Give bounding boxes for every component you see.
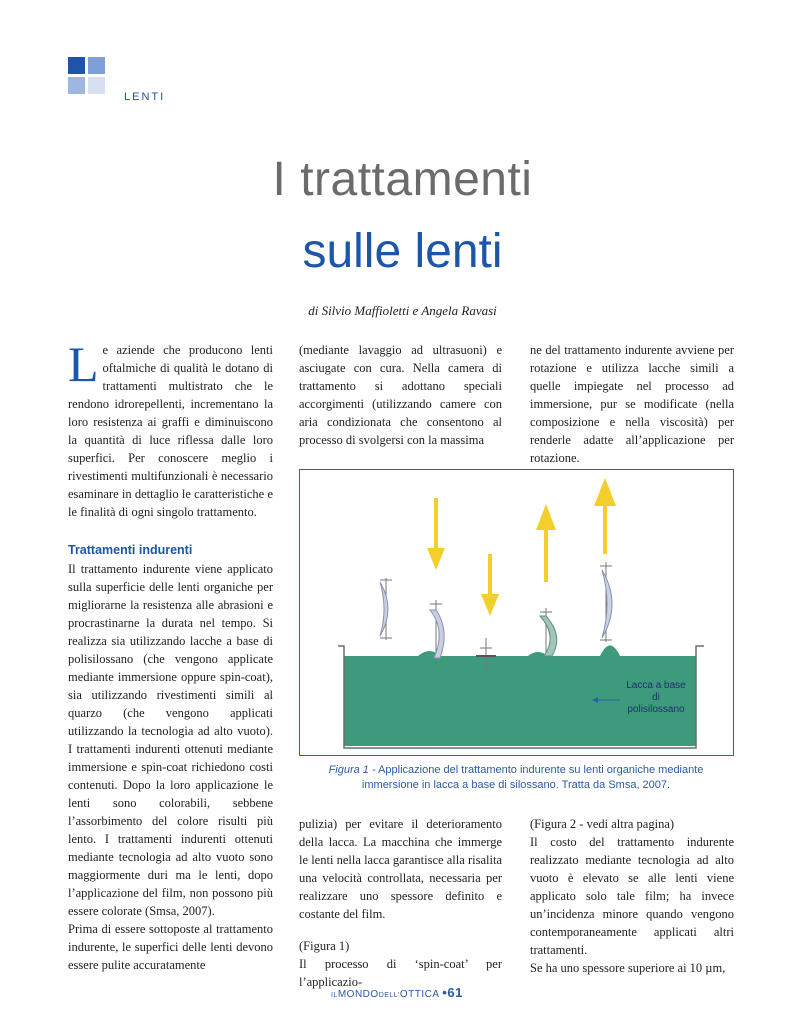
body-paragraph: Il processo di ‘spin-coat’ per l’applicazio- — [299, 957, 502, 989]
subheading: Trattamenti indurenti — [68, 543, 193, 557]
footer-il: IL — [331, 992, 338, 999]
down-arrow-icon — [427, 548, 445, 570]
body-paragraph: Il trattamento indurente viene applicato sulla superficie delle lenti organiche per migliorarne la resistenza alle abrasioni e procrastinarne la durata nel tempo. Si realizza sia utilizzando lacche a base di polisilossano (che vengono applicate mediante immersione oppure spin-coat), sia utilizzando rivestimenti simili al quarzo (che vengono applicati utilizzando la tecnologia ad alto vuoto). I trattamenti indurenti ottenuti mediante immersione e spin-coat richiedono costi contenuti. Dopo la loro applicazione le lenti sono colorabili, sebbene l’assorbimento del colore risulti più lento. I trattamenti indurenti ottenuti mediante tecnologia ad alto vuoto sono maggiormente duri ma le lenti, dopo l’applicazione del film, non possono più essere colorate (Smsa, 2007). — [68, 562, 273, 918]
meniscus — [600, 646, 620, 657]
footer-mondo: MONDO — [337, 989, 379, 1000]
logo-square-3 — [68, 77, 85, 94]
body-paragraph: pulizia) per evitare il deterioramento della lacca. La macchina che immerge le lenti nella lacca garantisce alla risalita una velocità controllata, necessaria per realizzare uno spessore definito e costante del film. — [299, 817, 502, 921]
column-1-intro — [68, 336, 273, 521]
footer-ottica: OTTICA — [399, 989, 439, 1000]
body-paragraph: Prima di essere sottoposte al trattamento indurente, le superfici delle lenti devono essere pulite accuratamente — [68, 922, 273, 972]
footer — [331, 985, 463, 1000]
page-number: •61 — [442, 985, 463, 1000]
intro-paragraph: e aziende che producono lenti oftalmiche di qualità le dotano di trattamenti multistrato che le rendono idrorepellenti, incrementano la loro resistenza ai graffi e diminuiscono la quantità di luce riflessa dalle loro superfici. Per conoscere meglio i rivestimenti multifunzionali è necessario esaminare in dettaglio le caratteristiche e le finalità di ogni singolo trattamento. — [68, 343, 273, 519]
caption-text: Applicazione del trattamento indurente su lenti organiche mediante immersione in lacca a base di silossano. Tratta da Smsa, 2007. — [361, 764, 704, 791]
column-3-bottom — [530, 815, 734, 977]
body-paragraph: (mediante lavaggio ad ultrasuoni) e asciugate con cura. Nella camera di trattamento si adottano speciali accorgimenti (utilizzando camere con aria condizionata che consentono al processo di svolgersi con la massima — [299, 343, 502, 447]
column-3-top — [530, 341, 734, 467]
column-2-top — [299, 341, 502, 449]
column-1-body — [68, 560, 273, 974]
bath-label-line: polisilossano — [627, 704, 685, 715]
down-arrow-icon — [481, 594, 499, 616]
section-label: LENTI — [124, 91, 166, 103]
body-paragraph: Il costo del trattamento indurente realizzato mediante tecnologia ad alto vuoto è elevato se alle lenti viene applicato solo tale film; ha invece un’incidenza minore quando vengono contemporaneamente applicati altri trattamenti. — [530, 835, 734, 957]
bath-label-line: Lacca a base — [626, 680, 686, 691]
up-arrow-icon — [594, 478, 616, 506]
figure-caption — [300, 763, 732, 793]
logo-square-1 — [68, 57, 85, 74]
footer-dell: DELL’ — [378, 992, 400, 999]
dropcap: L — [68, 336, 99, 392]
lens — [430, 610, 444, 658]
figure-reference: (Figura 1) — [299, 939, 350, 953]
dip-coating-diagram — [300, 470, 732, 754]
logo-square-2 — [88, 57, 105, 74]
lens — [380, 582, 388, 636]
body-paragraph: Se ha uno spessore superiore ai 10 µm, — [530, 961, 726, 975]
body-paragraph: ne del trattamento indurente avviene per rotazione e utilizza lacche simili a quelle impiegate nel processo ad immersione, pur se modificate (nella composizione e nella viscosità) per renderle adatte all’applicazione per rotazione. — [530, 343, 734, 465]
lens — [602, 570, 612, 638]
lens — [540, 616, 557, 656]
title-line-1: I trattamenti — [272, 153, 533, 206]
bath-label-line: di — [652, 692, 660, 703]
byline: di Silvio Maffioletti e Angela Ravasi — [308, 303, 497, 318]
logo-square-4 — [88, 77, 105, 94]
up-arrow-icon — [536, 504, 556, 530]
title-line-2: sulle lenti — [302, 225, 503, 278]
caption-prefix: Figura 1 - — [328, 764, 376, 776]
figure-reference: (Figura 2 - vedi altra pagina) — [530, 817, 675, 831]
column-2-bottom — [299, 815, 502, 991]
lacquer-bath — [344, 656, 696, 746]
figure-1 — [299, 469, 734, 756]
